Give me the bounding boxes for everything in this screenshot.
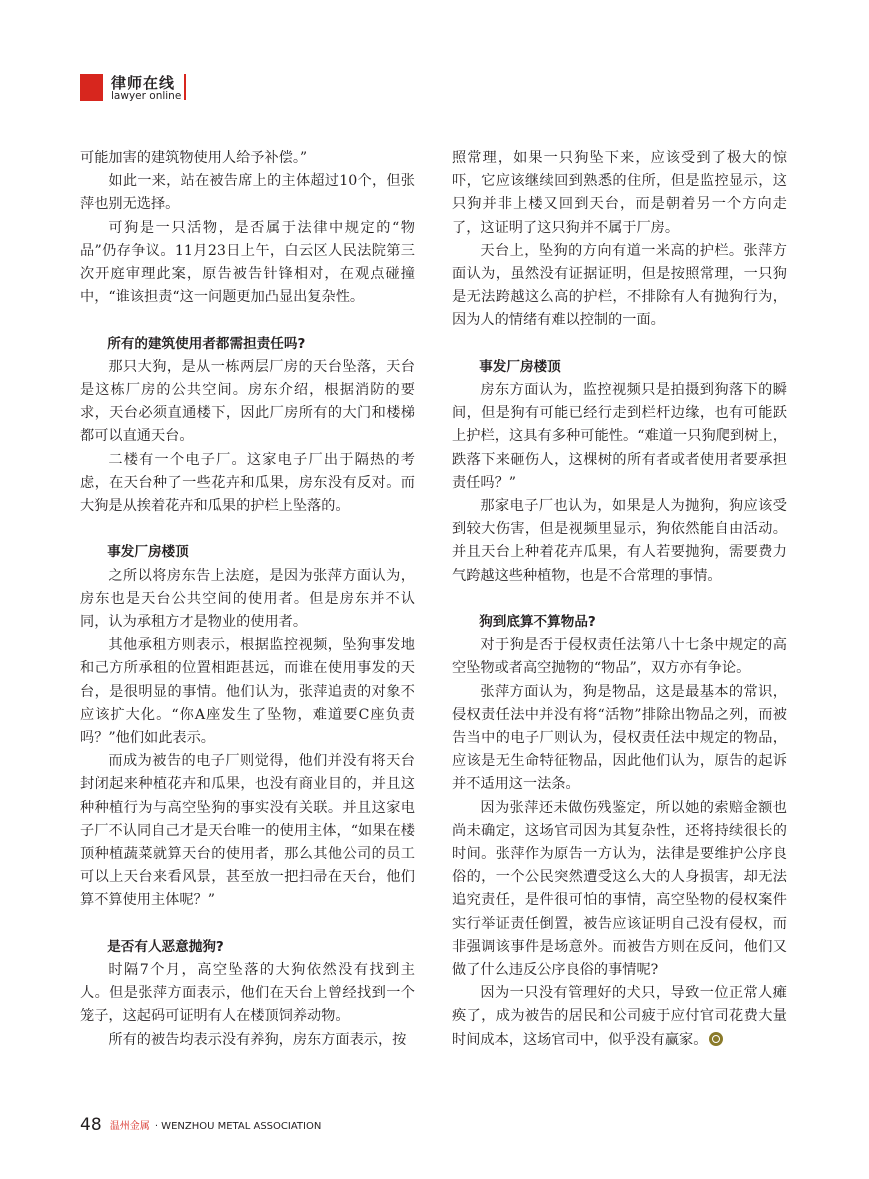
section-gap xyxy=(80,913,415,936)
page-number: 48 xyxy=(80,1115,102,1135)
section-gap xyxy=(80,518,415,541)
paragraph-text: 可能加害的建筑物使用人给予补偿。” xyxy=(80,150,308,166)
paragraph-text: 房东方面认为，监控视频只是拍摄到狗落下的瞬间，但是狗有可能已经行走到栏杆边缘，也有可能跃上护栏，这具有多种可能性。“难道一只狗爬到树上，跌落下来砸伤人，这棵树的所有者或者使用者要承担责任吗？” xyxy=(452,382,787,491)
paragraph-text: 而成为被告的电子厂则觉得，他们并没有将天台封闭起来种植花卉和瓜果，也没有商业目的，并且这种种植行为与高空坠狗的事实没有关联。并且这家电子厂不认同自己才是天台唯一的使用主体，“如果在楼顶种植蔬菜就算天台的使用者，那么其他公司的员工可以上天台来看风景，甚至放一把扫帚在天台，他们算不算使用主体呢？” xyxy=(80,753,415,909)
paragraph xyxy=(80,959,415,1029)
paragraph-text: 可狗是一只活物，是否属于法律中规定的“物品”仍存争议。11月23日上午，白云区人民法院第三次开庭审理此案，原告被告针锋相对，在观点碰撞中，“谁该担责“这一问题更加凸显出复杂性。 xyxy=(80,219,415,306)
brand-divider xyxy=(184,74,186,100)
section-heading: 狗到底算不算物品? xyxy=(479,614,596,631)
paragraph xyxy=(80,1029,415,1052)
paragraph-text: 因为一只没有管理好的犬只，导致一位正常人瘫痪了，成为被告的居民和公司疲于应付官司花费大量时间成本，这场官司中，似乎没有赢家。 xyxy=(452,985,787,1048)
paragraph-text: 如此一来，站在被告席上的主体超过10个，但张萍也别无选择。 xyxy=(80,173,415,213)
paragraph xyxy=(80,565,415,635)
paragraph xyxy=(80,217,415,310)
paragraph-text: 因为张萍还未做伤残鉴定，所以她的索赔金额也尚未确定，这场官司因为其复杂性，还将持续很长的时间。张萍作为原告一方认为，法律是要维护公序良俗的，一个公民突然遭受这么大的人身损害，却无法追究责任，是件很可怕的事情，高空坠物的侵权案件实行举证责任倒置，被告应该证明自己没有侵权，而非强调该事件是场意外。而被告方则在反问，他们又做了什么违反公序良俗的事情呢? xyxy=(452,799,787,979)
paragraph xyxy=(80,356,415,449)
paragraph xyxy=(452,681,787,797)
paragraph-text: 对于狗是否于侵权责任法第八十七条中规定的高空坠物或者高空抛物的“物品”，双方亦有争论。 xyxy=(452,637,787,677)
section-heading: 事发厂房楼顶 xyxy=(107,544,189,561)
paragraph xyxy=(80,449,415,519)
paragraph xyxy=(80,634,415,750)
brand-subtitle: lawyer online xyxy=(111,90,182,102)
section-heading: 是否有人恶意抛狗? xyxy=(107,938,224,955)
left-column xyxy=(80,147,415,1052)
paragraph-text: 照常理，如果一只狗坠下来，应该受到了极大的惊吓，它应该继续回到熟悉的住所，但是监控显示，这只狗并非上楼又回到天台，而是朝着另一个方向走了，这证明了这只狗并不属于厂房。 xyxy=(452,150,787,236)
paragraph-text: 二楼有一个电子厂。这家电子厂出于隔热的考虑，在天台种了一些花卉和瓜果，房东没有反对。而大狗是从挨着花卉和瓜果的护栏上坠落的。 xyxy=(80,451,415,515)
paragraph-text: 其他承租方则表示，根据监控视频，坠狗事发地和己方所承租的位置相距甚远，而谁在使用事发的天台，是很明显的事情。他们认为，张萍追责的对象不应该扩大化。“你A座发生了坠物，难道要C座负责吗？”他们如此表示。 xyxy=(80,637,415,747)
magazine-name-cn: 温州金属 xyxy=(109,1121,150,1132)
paragraph xyxy=(452,495,787,588)
paragraph-text: 天台上，坠狗的方向有道一米高的护栏。张萍方面认为，虽然没有证据证明，但是按照常理，一只狗是无法跨越这么高的护栏，不排除有人有抛狗行为，因为人的情绪有难以控制的一面。 xyxy=(452,242,787,329)
right-column xyxy=(452,147,787,1052)
paragraph xyxy=(80,750,415,912)
paragraph-text: 那只大狗，是从一栋两层厂房的天台坠落，天台是这栋厂房的公共空间。房东介绍，根据消防的要求，天台必须直通楼下，因此厂房所有的大门和楼梯都可以直通天台。 xyxy=(80,358,415,445)
section-heading: 所有的建筑使用者都需担责任吗? xyxy=(107,335,306,352)
section-gap xyxy=(80,309,415,332)
paragraph-text: 所有的被告均表示没有养狗，房东方面表示，按 xyxy=(108,1031,407,1048)
paragraph-text: 张萍方面认为，狗是物品，这是最基本的常识，侵权责任法中并没有将“活物”排除出物品之列，而被告当中的电子厂则认为，侵权责任法中规定的物品，应该是无生命特征物品，因此他们认为，原告的起诉并不适用这一法条。 xyxy=(452,683,787,793)
paragraph-text: 之所以将房东告上法庭，是因为张萍方面认为，房东也是天台公共空间的使用者。但是房东并不认同，认为承租方才是物业的使用者。 xyxy=(80,567,415,631)
paragraph-text: 时隔7个月，高空坠落的大狗依然没有找到主人。但是张萍方面表示，他们在天台上曾经找到一个笼子，这起码可证明有人在楼顶饲养动物。 xyxy=(80,962,415,1025)
paragraph xyxy=(452,147,787,240)
paragraph xyxy=(80,147,415,170)
section-gap xyxy=(452,333,787,356)
footer xyxy=(80,1114,321,1135)
paragraph xyxy=(452,240,787,333)
paragraph xyxy=(452,982,787,1052)
brand-red-block xyxy=(80,74,103,101)
paragraph xyxy=(452,634,787,680)
paragraph xyxy=(452,379,787,495)
paragraph xyxy=(80,170,415,216)
paragraph-text: 那家电子厂也认为，如果是人为抛狗，狗应该受到较大伤害，但是视频里显示，狗依然能自由活动。并且天台上种着花卉瓜果，有人若要抛狗，需要费力气跨越这些种植物，也是不合常理的事情。 xyxy=(452,498,787,584)
magazine-name-en: · WENZHOU METAL ASSOCIATION xyxy=(154,1121,322,1132)
brand-title: 律师在线 xyxy=(111,74,176,92)
paragraph xyxy=(452,797,787,983)
section-heading: 事发厂房楼顶 xyxy=(479,358,561,375)
section-gap xyxy=(452,588,787,611)
end-mark-icon xyxy=(709,1032,723,1046)
